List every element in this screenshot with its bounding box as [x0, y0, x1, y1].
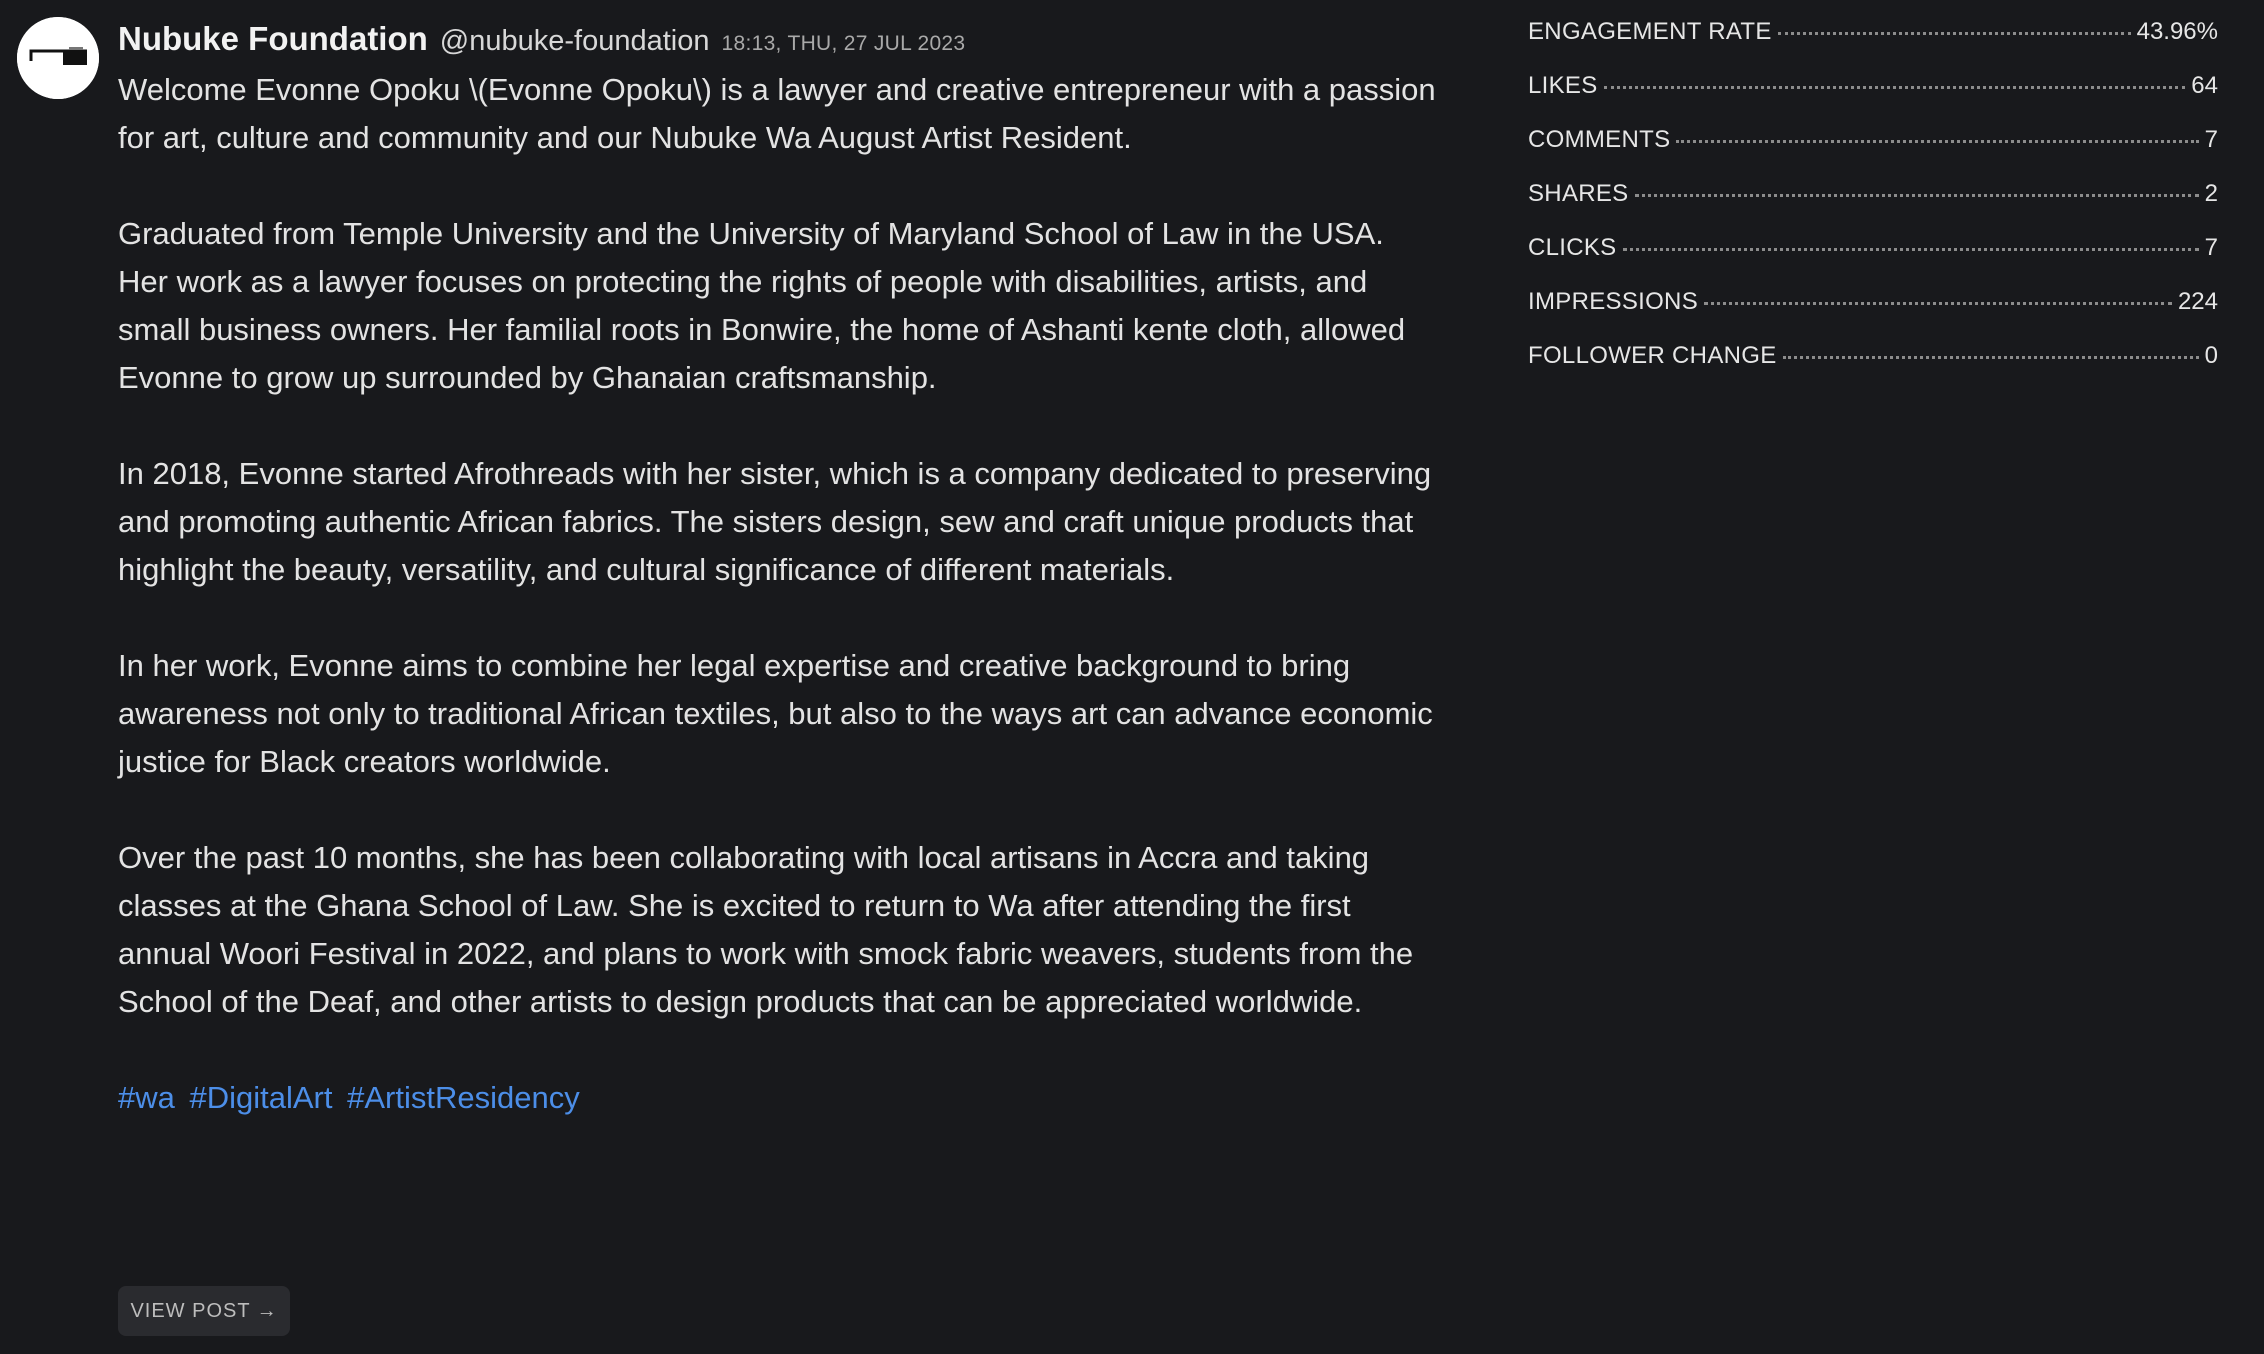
metric-label: COMMENTS	[1528, 126, 1671, 153]
metric-row-engagement-rate	[1528, 18, 2218, 72]
author-name[interactable]: Nubuke Foundation	[118, 20, 428, 57]
post-paragraph: In 2018, Evonne started Afrothreads with her sister, which is a company dedicated to preserving and promoting authentic African fabrics. The sisters design, sew and craft unique products that highlight the beauty, versatility, and cultural significance of different materials.	[118, 456, 1432, 587]
metric-value: 64	[2191, 72, 2218, 99]
post-paragraph: Graduated from Temple University and the University of Maryland School of Law in the USA. Her work as a lawyer focuses on protecting the rights of people with disabilities, artists, and small business owners. Her familial roots in Bonwire, the home of Ashanti kente cloth, allowed Evonne to grow up surrounded by Ghanaian craftsmanship.	[118, 216, 1406, 395]
avatar[interactable]	[17, 17, 99, 99]
post-paragraph: Welcome Evonne Opoku \(Evonne Opoku\) is a lawyer and creative entrepreneur with a passion for art, culture and community and our Nubuke Wa August Artist Resident.	[118, 72, 1436, 155]
metric-row-shares	[1528, 180, 2218, 234]
metric-value: 0	[2204, 342, 2218, 369]
view-post-button[interactable]	[118, 1286, 290, 1336]
metric-label: IMPRESSIONS	[1528, 288, 1698, 315]
metric-row-comments	[1528, 126, 2218, 180]
metric-value: 43.96%	[2136, 18, 2218, 45]
hashtag-link[interactable]: #wa	[118, 1080, 175, 1115]
post-paragraph: Over the past 10 months, she has been collaborating with local artisans in Accra and taking classes at the Ghana School of Law. She is excited to return to Wa after attending the first annual Woori Festival in 2022, and plans to work with smock fabric weavers, students from the School of the Deaf, and other artists to design products that can be appreciated worldwide.	[118, 840, 1414, 1019]
metric-label: CLICKS	[1528, 234, 1617, 261]
metric-row-follower-change	[1528, 342, 2218, 396]
arrow-right-icon: →	[256, 1299, 278, 1322]
dotted-leader	[1676, 140, 2198, 143]
dotted-leader	[1635, 194, 2199, 197]
metrics-panel	[1528, 18, 2218, 396]
post-timestamp: 18:13, THU, 27 JUL 2023	[721, 32, 966, 55]
nubuke-logo-icon	[17, 17, 99, 99]
metric-value: 7	[2204, 234, 2218, 261]
metric-value: 2	[2204, 180, 2218, 207]
metric-row-impressions	[1528, 288, 2218, 342]
metric-value: 7	[2204, 126, 2218, 153]
author-handle[interactable]: @nubuke-foundation	[439, 25, 710, 57]
hashtag-link[interactable]: #DigitalArt	[189, 1080, 333, 1115]
metric-row-likes	[1528, 72, 2218, 126]
metric-label: ENGAGEMENT RATE	[1528, 18, 1772, 45]
post-body	[118, 66, 1438, 1122]
dotted-leader	[1783, 356, 2199, 359]
post-paragraph: In her work, Evonne aims to combine her legal expertise and creative background to bring awareness not only to traditional African textiles, but also to the ways art can advance economic justice for Black creators worldwide.	[118, 648, 1433, 779]
dotted-leader	[1704, 302, 2172, 305]
metric-label: FOLLOWER CHANGE	[1528, 342, 1777, 369]
dotted-leader	[1604, 86, 2186, 89]
dotted-leader	[1623, 248, 2199, 251]
metric-row-clicks	[1528, 234, 2218, 288]
metric-label: SHARES	[1528, 180, 1629, 207]
view-post-label: VIEW POST	[130, 1299, 251, 1322]
post-content	[118, 20, 1438, 1122]
dotted-leader	[1778, 32, 2131, 35]
hashtag-list	[118, 1074, 1438, 1122]
post-header	[118, 20, 1438, 66]
hashtag-link[interactable]: #ArtistResidency	[347, 1080, 580, 1115]
metric-value: 224	[2177, 288, 2218, 315]
metric-label: LIKES	[1528, 72, 1598, 99]
